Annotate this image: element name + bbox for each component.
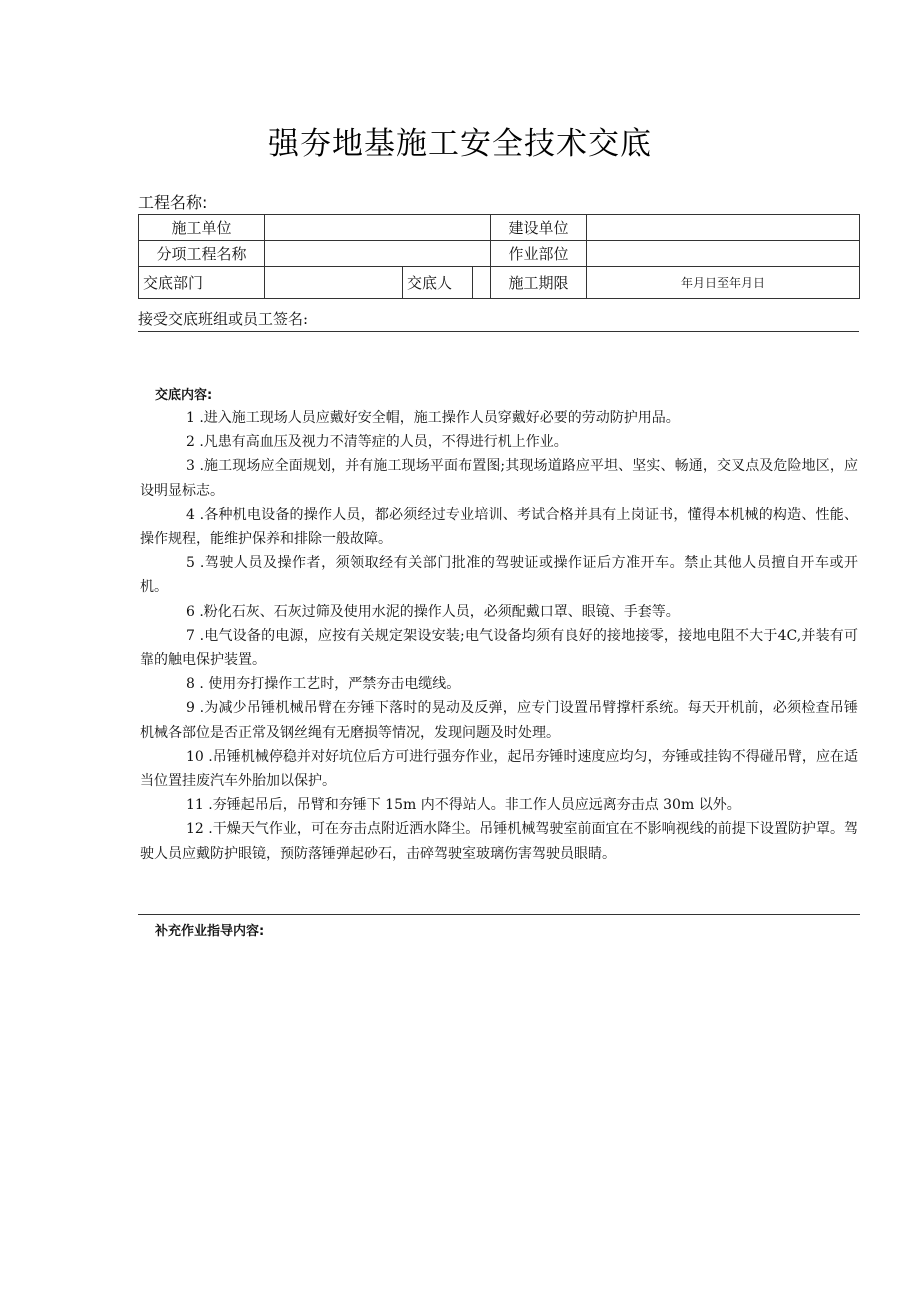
work-location-label: 作业部位: [491, 241, 587, 267]
list-item: 12 .干燥天气作业，可在夯击点附近洒水降尘。吊锤机械驾驶室前面宜在不影响视线的前提下设置防护罩。驾驶人员应戴防护眼镜，预防落锤弹起砂石，击碎驾驶室玻璃伤害驾驶员眼睛。: [140, 821, 858, 862]
work-location-field[interactable]: [587, 241, 860, 267]
list-item: 3 .施工现场应全面规划，并有施工现场平面布置图;其现场道路应平坦、坚实、畅通，交叉点及危险地区，应设明显标志。: [140, 458, 858, 499]
list-item: 10 .吊锤机械停稳并对好坑位后方可进行强夯作业，起吊夯锤时速度应均匀，夯锤或挂钩不得碰吊臂，应在适当位置挂废汽车外胎加以保护。: [140, 748, 858, 790]
info-table: [138, 214, 860, 299]
list-item: 8 . 使用夯打操作工艺时，严禁夯击电缆线。: [186, 676, 461, 693]
period-value[interactable]: 年月日至年月日: [587, 267, 860, 299]
content-heading: 交底内容:: [155, 388, 213, 403]
sub-project-label: 分项工程名称: [139, 241, 265, 267]
list-item: 1 .进入施工现场人员应戴好安全帽，施工操作人员穿戴好必要的劳动防护用品。: [186, 410, 680, 426]
list-item: 2 .凡患有高血压及视力不清等症的人员，不得进行机上作业。: [186, 434, 568, 451]
content-items: [140, 406, 858, 866]
list-item: 4 .各种机电设备的操作人员，都必须经过专业培训、考试合格并具有上岗证书，懂得本机械的构造、性能、操作规程，能维护保养和排除一般故障。: [140, 506, 858, 548]
construction-unit-field[interactable]: [265, 215, 491, 241]
list-item: 5 .驾驶人员及操作者，须领取经有关部门批准的驾驶证或操作证后方准开车。禁止其他人员擅自开车或开机。: [140, 555, 858, 596]
owner-unit-field[interactable]: [587, 215, 860, 241]
page-title: 强夯地基施工安全技术交底: [268, 126, 652, 162]
briefer-label: 交底人: [403, 267, 473, 299]
project-name-label: 工程名称:: [138, 193, 208, 212]
list-item: 9 .为减少吊锤机械吊臂在夯锤下落时的晃动及反弹，应专门设置吊臂撑杆系统。每天开机前，必须检查吊锤机械各部位是否正常及钢丝绳有无磨损等情况，发现问题及时处理。: [140, 700, 858, 741]
list-item: 6 .粉化石灰、石灰过筛及使用水泥的操作人员，必须配戴口罩、眼镜、手套等。: [186, 603, 680, 620]
list-item: 11 .夯锤起吊后，吊臂和夯锤下 15m 内不得站人。非工作人员应远离夯击点 30m 以外。: [186, 797, 741, 814]
period-label: 施工期限: [491, 267, 587, 299]
briefing-dept-field[interactable]: [265, 267, 403, 299]
section-divider: [138, 914, 860, 915]
supplement-heading: 补充作业指导内容:: [155, 924, 265, 939]
construction-unit-label: 施工单位: [139, 215, 265, 241]
briefing-dept-label: 交底部门: [139, 267, 265, 299]
briefer-field[interactable]: [473, 267, 491, 299]
owner-unit-label: 建设单位: [491, 215, 587, 241]
signature-label: 接受交底班组或员工签名:: [138, 308, 859, 332]
sub-project-field[interactable]: [265, 241, 491, 267]
list-item: 7 .电气设备的电源，应按有关规定架设安装;电气设备均须有良好的接地接零，接地电阻不大于4C,并装有可靠的触电保护装置。: [140, 627, 858, 669]
